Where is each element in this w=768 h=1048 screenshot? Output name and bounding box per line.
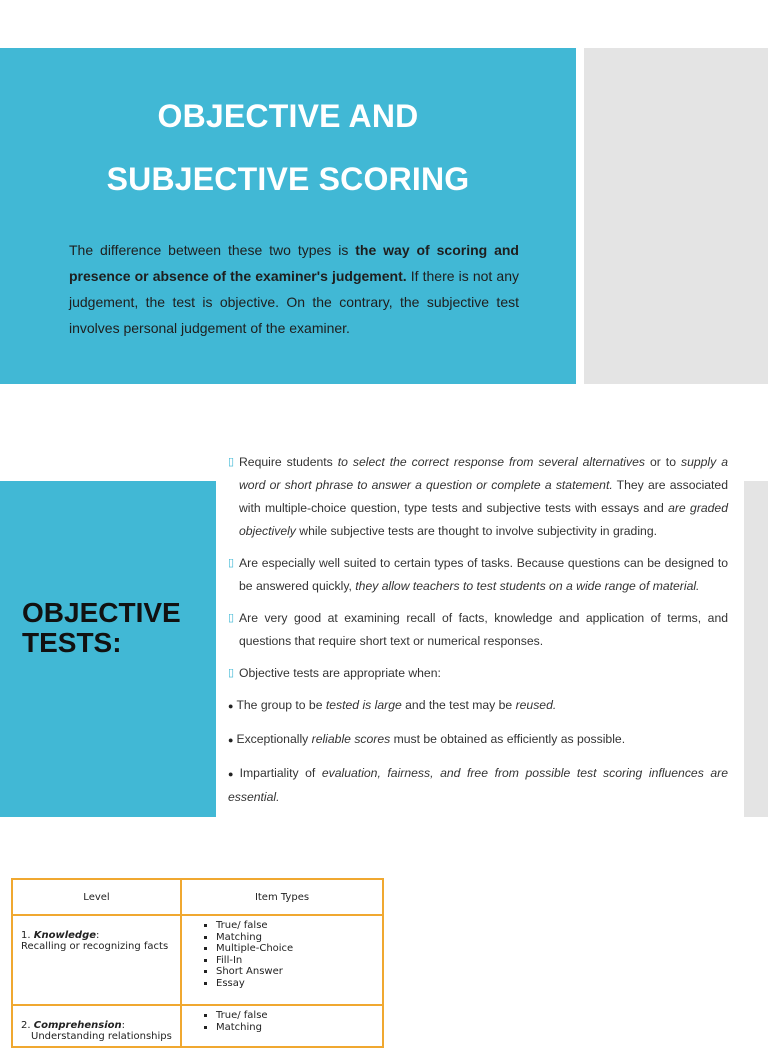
level-cell — [12, 915, 181, 1005]
list-item: ▪ Fill-In — [216, 955, 374, 967]
list-item: ▪ Short Answer — [216, 966, 374, 978]
text: The group to be — [236, 698, 326, 712]
table-header-row — [12, 879, 383, 915]
item-types-list — [190, 1010, 374, 1033]
text: must be obtained as efficiently as possible. — [390, 732, 626, 746]
dot-icon: ● — [228, 769, 237, 779]
text-italic: reliable scores — [311, 732, 391, 746]
list-item: ▪ Multiple-Choice — [216, 943, 374, 955]
bullet-item — [228, 607, 728, 653]
intro-text-bold: the way of scoring and presence or absence of the examiner's judgement. — [69, 242, 519, 284]
text-italic: reused. — [515, 698, 557, 712]
list-item: ▪ True/ false — [216, 920, 374, 932]
slide-2-side-panel — [744, 481, 768, 817]
slide-2-heading-panel — [0, 481, 216, 817]
slide-1-title-line-1: OBJECTIVE AND — [157, 98, 419, 134]
text-italic: to select the correct response from several alternatives — [337, 455, 645, 469]
slide-1-title-line-2: SUBJECTIVE SCORING — [106, 161, 470, 197]
objective-tests-heading — [22, 598, 181, 658]
list-item: ▪ Matching — [216, 1022, 374, 1034]
level-colon: : — [96, 930, 100, 941]
bullet-marker-icon: ▯ — [228, 557, 235, 569]
text-italic: evaluation, fairness, and free from possible test scoring influences are essential. — [228, 766, 728, 804]
level-description: Recalling or recognizing facts — [21, 941, 169, 952]
list-item: ▪ Matching — [216, 932, 374, 944]
column-header-item-types: Item Types — [181, 879, 383, 915]
text-italic: supply a word or short phrase to answer a question or complete a statement. — [239, 455, 728, 492]
text: Objective tests are appropriate when: — [239, 666, 441, 680]
objective-tests-bullets — [228, 451, 728, 819]
text-italic: they allow teachers to test students on a wide range of material. — [355, 579, 700, 593]
text: Are very good at examining recall of facts, knowledge and application of terms, and questions that require short text or numerical responses. — [239, 611, 728, 648]
intro-paragraph — [69, 237, 519, 341]
text: or to — [644, 455, 681, 469]
dot-icon: ● — [228, 701, 234, 711]
intro-text-end: If there is not any judgement, the test is objective. On the contrary, the subjective test involves personal judgement of the examiner. — [69, 268, 519, 336]
bullet-item — [228, 451, 728, 543]
text: They are associated with multiple-choice question, type tests and subjective tests with essays and — [239, 478, 728, 515]
bullet-marker-icon: ▯ — [228, 612, 235, 624]
level-colon: : — [121, 1020, 125, 1031]
bullet-marker-icon: ▯ — [228, 667, 235, 679]
dot-icon: ● — [228, 735, 234, 745]
heading-line-1: OBJECTIVE — [22, 597, 181, 628]
list-item: ▪ Essay — [216, 978, 374, 990]
dot-item — [228, 694, 728, 718]
text: and the test may be — [401, 698, 516, 712]
level-number: 2. — [21, 1020, 34, 1031]
levels-table — [11, 878, 384, 1048]
table-row — [12, 915, 383, 1005]
slide-1-side-panel — [584, 48, 768, 384]
level-description: Understanding relationships — [31, 1031, 172, 1042]
item-types-cell — [181, 1005, 383, 1047]
text: Exceptionally — [236, 732, 312, 746]
bullet-item — [228, 552, 728, 598]
slide-1-panel — [0, 48, 576, 384]
text: Require students — [239, 455, 338, 469]
text: while subjective tests are thought to involve subjectivity in grading. — [295, 524, 657, 538]
text: Are especially well suited to certain types of tasks. Because questions can be designed to be answered quickly, — [239, 556, 728, 593]
level-name: Comprehension — [33, 1020, 122, 1031]
text-italic: tested is large — [325, 698, 402, 712]
level-cell — [12, 1005, 181, 1047]
column-header-level: Level — [12, 879, 181, 915]
bullet-item — [228, 662, 728, 685]
table-row — [12, 1005, 383, 1047]
bullet-marker-icon: ▯ — [228, 456, 235, 468]
dot-item — [228, 728, 728, 752]
level-name: Knowledge — [33, 930, 97, 941]
list-item: ▪ True/ false — [216, 1010, 374, 1022]
heading-line-2: TESTS: — [22, 627, 122, 658]
level-number: 1. — [21, 930, 34, 941]
dot-item — [228, 762, 728, 809]
item-types-cell — [181, 915, 383, 1005]
text-italic: are graded objectively — [239, 501, 728, 538]
intro-text-start: The difference between these two types is — [69, 242, 356, 258]
text: Impartiality of — [239, 766, 322, 780]
item-types-list — [190, 920, 374, 989]
